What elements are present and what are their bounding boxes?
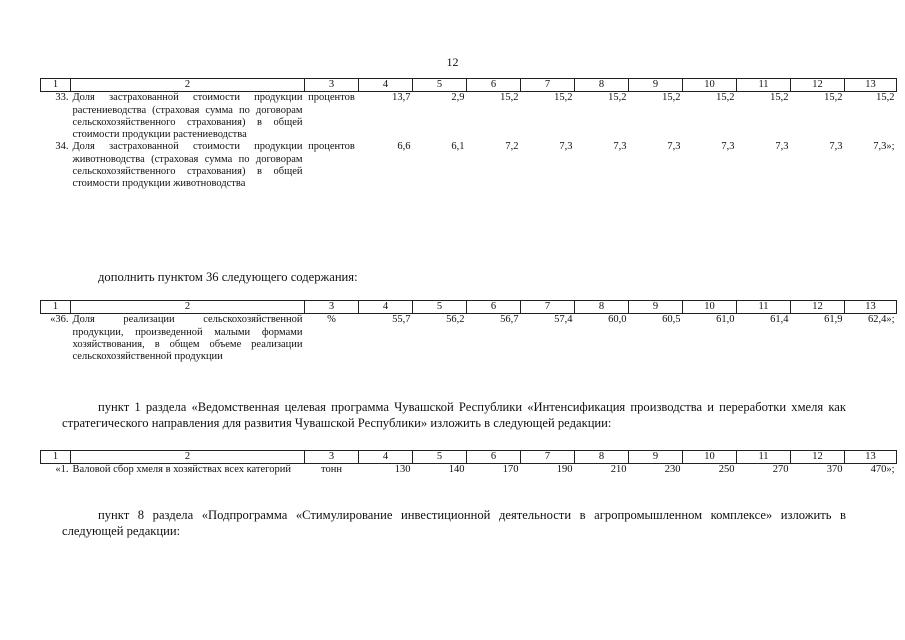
- column-number: 12: [791, 79, 845, 92]
- column-number: 9: [629, 79, 683, 92]
- row-unit: процентов: [308, 92, 355, 104]
- column-number: 12: [791, 451, 845, 464]
- value-cell: 60,0: [608, 314, 627, 326]
- value-cell: 15,2: [824, 92, 843, 104]
- column-number: 10: [683, 79, 737, 92]
- column-number: 11: [737, 79, 791, 92]
- value-cell: 7,3: [775, 141, 789, 153]
- column-number: 5: [413, 301, 467, 314]
- column-number: 3: [305, 301, 359, 314]
- value-cell: 15,2: [554, 92, 573, 104]
- table-row: [41, 314, 897, 364]
- value-cell: 15,2: [876, 92, 895, 104]
- column-number: 4: [359, 301, 413, 314]
- column-number: 3: [305, 451, 359, 464]
- column-number: 11: [737, 301, 791, 314]
- column-number: 10: [683, 301, 737, 314]
- column-number: 9: [629, 451, 683, 464]
- column-number: 6: [467, 301, 521, 314]
- column-number: 9: [629, 301, 683, 314]
- indicators-table-2: [40, 300, 897, 363]
- value-cell: 170: [502, 464, 519, 476]
- row-unit: процентов: [308, 141, 355, 153]
- column-number: 7: [521, 79, 575, 92]
- row-description: Доля реализации сельскохозяйственной продукции, произведенной малыми формами хозяйствования, в общем объеме реализации сельскохозяйственной продукции: [72, 314, 303, 363]
- value-cell: 61,9: [824, 314, 843, 326]
- column-number-row: [41, 301, 897, 314]
- table-row: [41, 141, 897, 190]
- row-number: 34.: [55, 141, 69, 153]
- table-row: [41, 464, 897, 477]
- table-row: [41, 92, 897, 142]
- column-number-row: [41, 79, 897, 92]
- value-cell: 7,3: [613, 141, 627, 153]
- value-cell: 60,5: [662, 314, 681, 326]
- column-number: 8: [575, 79, 629, 92]
- column-number: 8: [575, 301, 629, 314]
- column-number: 11: [737, 451, 791, 464]
- column-number: 3: [305, 79, 359, 92]
- column-number: 6: [467, 451, 521, 464]
- column-number: 13: [845, 301, 897, 314]
- column-number: 13: [845, 451, 897, 464]
- paragraph-add-item-36: дополнить пунктом 36 следующего содержания:: [98, 270, 358, 284]
- value-cell: 130: [394, 464, 411, 476]
- value-cell: 55,7: [392, 314, 411, 326]
- page-number: 12: [446, 55, 459, 69]
- column-number: 5: [413, 451, 467, 464]
- value-cell: 7,3: [559, 141, 573, 153]
- value-cell: 270: [772, 464, 789, 476]
- column-number: 8: [575, 451, 629, 464]
- value-cell: 15,2: [608, 92, 627, 104]
- row-unit: тонн: [321, 464, 342, 476]
- column-number: 1: [41, 79, 71, 92]
- indicators-table-1: [40, 78, 897, 191]
- value-cell: 2,9: [451, 92, 465, 104]
- value-cell: 61,0: [716, 314, 735, 326]
- column-number: 2: [71, 451, 305, 464]
- value-cell: 15,2: [716, 92, 735, 104]
- value-cell: 15,2: [770, 92, 789, 104]
- value-cell: 6,6: [397, 141, 411, 153]
- column-number: 2: [71, 301, 305, 314]
- row-number: 33.: [55, 92, 69, 104]
- value-cell: 62,4»;: [867, 314, 895, 326]
- column-number: 5: [413, 79, 467, 92]
- value-cell: 13,7: [392, 92, 411, 104]
- value-cell: 56,2: [446, 314, 465, 326]
- row-number: «36.: [50, 314, 69, 326]
- column-number: 4: [359, 451, 413, 464]
- value-cell: 6,1: [451, 141, 465, 153]
- value-cell: 15,2: [500, 92, 519, 104]
- column-number: 2: [71, 79, 305, 92]
- indicators-table-3: [40, 450, 897, 477]
- value-cell: 470»;: [870, 464, 895, 476]
- value-cell: 140: [448, 464, 465, 476]
- column-number: 7: [521, 451, 575, 464]
- value-cell: 230: [664, 464, 681, 476]
- column-number: 4: [359, 79, 413, 92]
- value-cell: 370: [826, 464, 843, 476]
- column-number: 13: [845, 79, 897, 92]
- row-unit: %: [327, 314, 336, 326]
- row-description: Доля застрахованной стоимости продукции растениеводства (страховая сумма по договорам сельскохозяйственного страхования) в общей стоимости продукции растениеводства: [72, 92, 303, 141]
- column-number: 10: [683, 451, 737, 464]
- value-cell: 15,2: [662, 92, 681, 104]
- paragraph-investment-subprogram: пункт 8 раздела «Подпрограмма «Стимулирование инвестиционной деятельности в агропромышленном комплексе» изложить в следующей редакции:: [62, 508, 846, 538]
- row-number: «1.: [55, 464, 69, 476]
- column-number: 1: [41, 451, 71, 464]
- value-cell: 61,4: [770, 314, 789, 326]
- value-cell: 56,7: [500, 314, 519, 326]
- column-number: 1: [41, 301, 71, 314]
- value-cell: 7,3: [721, 141, 735, 153]
- value-cell: 7,3: [829, 141, 843, 153]
- value-cell: 57,4: [554, 314, 573, 326]
- column-number: 6: [467, 79, 521, 92]
- value-cell: 190: [556, 464, 573, 476]
- value-cell: 7,2: [505, 141, 519, 153]
- value-cell: 250: [718, 464, 735, 476]
- row-description: Валовой сбор хмеля в хозяйствах всех категорий: [72, 464, 291, 476]
- value-cell: 7,3: [667, 141, 681, 153]
- paragraph-hops-program: пункт 1 раздела «Ведомственная целевая программа Чувашской Республики «Интенсификация производства и переработки хмеля как стратегического направления для развития Чувашской Республики» изложить в следующей редакции:: [62, 400, 846, 430]
- value-cell: 210: [610, 464, 627, 476]
- column-number: 12: [791, 301, 845, 314]
- column-number: 7: [521, 301, 575, 314]
- row-description: Доля застрахованной стоимости продукции животноводства (страховая сумма по договорам сельскохозяйственного страхования) в общей стоимости продукции животноводства: [72, 141, 303, 190]
- column-number-row: [41, 451, 897, 464]
- value-cell: 7,3»;: [873, 141, 895, 153]
